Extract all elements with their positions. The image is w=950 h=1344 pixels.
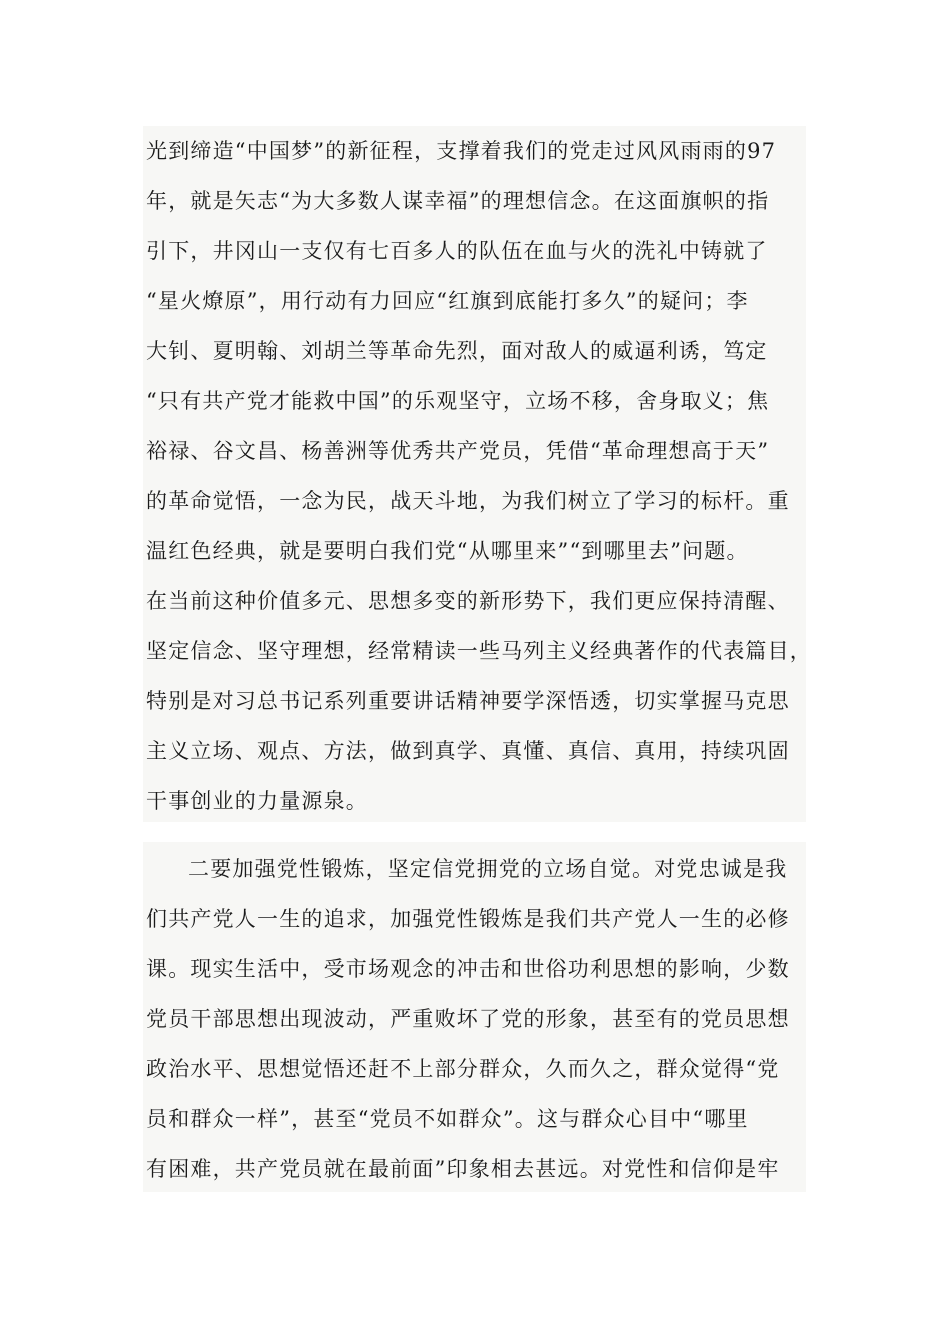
text-line: 坚定信念、坚守理想，经常精读一些马列主义经典著作的代表篇目， [146, 639, 812, 663]
text-line: 特别是对习总书记系列重要讲话精神要学深悟透，切实掌握马克思 [146, 689, 790, 713]
paragraph-2 [143, 842, 806, 1192]
text-line: 有困难，共产党员就在最前面”印象相去甚远。对党性和信仰是牢 [146, 1157, 780, 1181]
text-line: “星火燎原”，用行动有力回应“红旗到底能打多久”的疑问；李 [146, 289, 749, 313]
text-line: 党员干部思想出现波动，严重败坏了党的形象，甚至有的党员思想 [146, 1007, 790, 1031]
text-line: “只有共产党才能救中国”的乐观坚守，立场不移，舍身取义；焦 [146, 389, 770, 413]
text-line: 的革命觉悟，一念为民，战天斗地，为我们树立了学习的标杆。重 [146, 489, 790, 513]
text-line: 干事创业的力量源泉。 [146, 789, 368, 813]
text-line: 课。现实生活中，受市场观念的冲击和世俗功利思想的影响，少数 [146, 957, 790, 981]
text-line: 二要加强党性锻炼，坚定信党拥党的立场自觉。对党忠诚是我 [188, 857, 788, 881]
text-line: 温红色经典，就是要明白我们党“从哪里来”“到哪里去”问题。 [146, 539, 749, 563]
text-line: 裕禄、谷文昌、杨善洲等优秀共产党员，凭借“革命理想高于天” [146, 439, 770, 463]
text-line: 大钊、夏明翰、刘胡兰等革命先烈，面对敌人的威逼利诱，笃定 [146, 339, 768, 363]
text-line: 在当前这种价值多元、思想多变的新形势下，我们更应保持清醒、 [146, 589, 790, 613]
text-line: 政治水平、思想觉悟还赶不上部分群众，久而久之，群众觉得“党 [146, 1057, 780, 1081]
text-line: 引下，井冈山一支仅有七百多人的队伍在血与火的洗礼中铸就了 [146, 239, 768, 263]
text-line: 们共产党人一生的追求，加强党性锻炼是我们共产党人一生的必修 [146, 907, 790, 931]
text-line: 光到缔造“中国梦”的新征程，支撑着我们的党走过风风雨雨的97 [146, 139, 777, 163]
text-line: 主义立场、观点、方法，做到真学、真懂、真信、真用，持续巩固 [146, 739, 790, 763]
paragraph-1 [143, 126, 812, 822]
text-line: 员和群众一样”，甚至“党员不如群众”。这与群众心目中“哪里 [146, 1107, 749, 1131]
text-line: 年，就是矢志“为大多数人谋幸福”的理想信念。在这面旗帜的指 [146, 189, 770, 213]
